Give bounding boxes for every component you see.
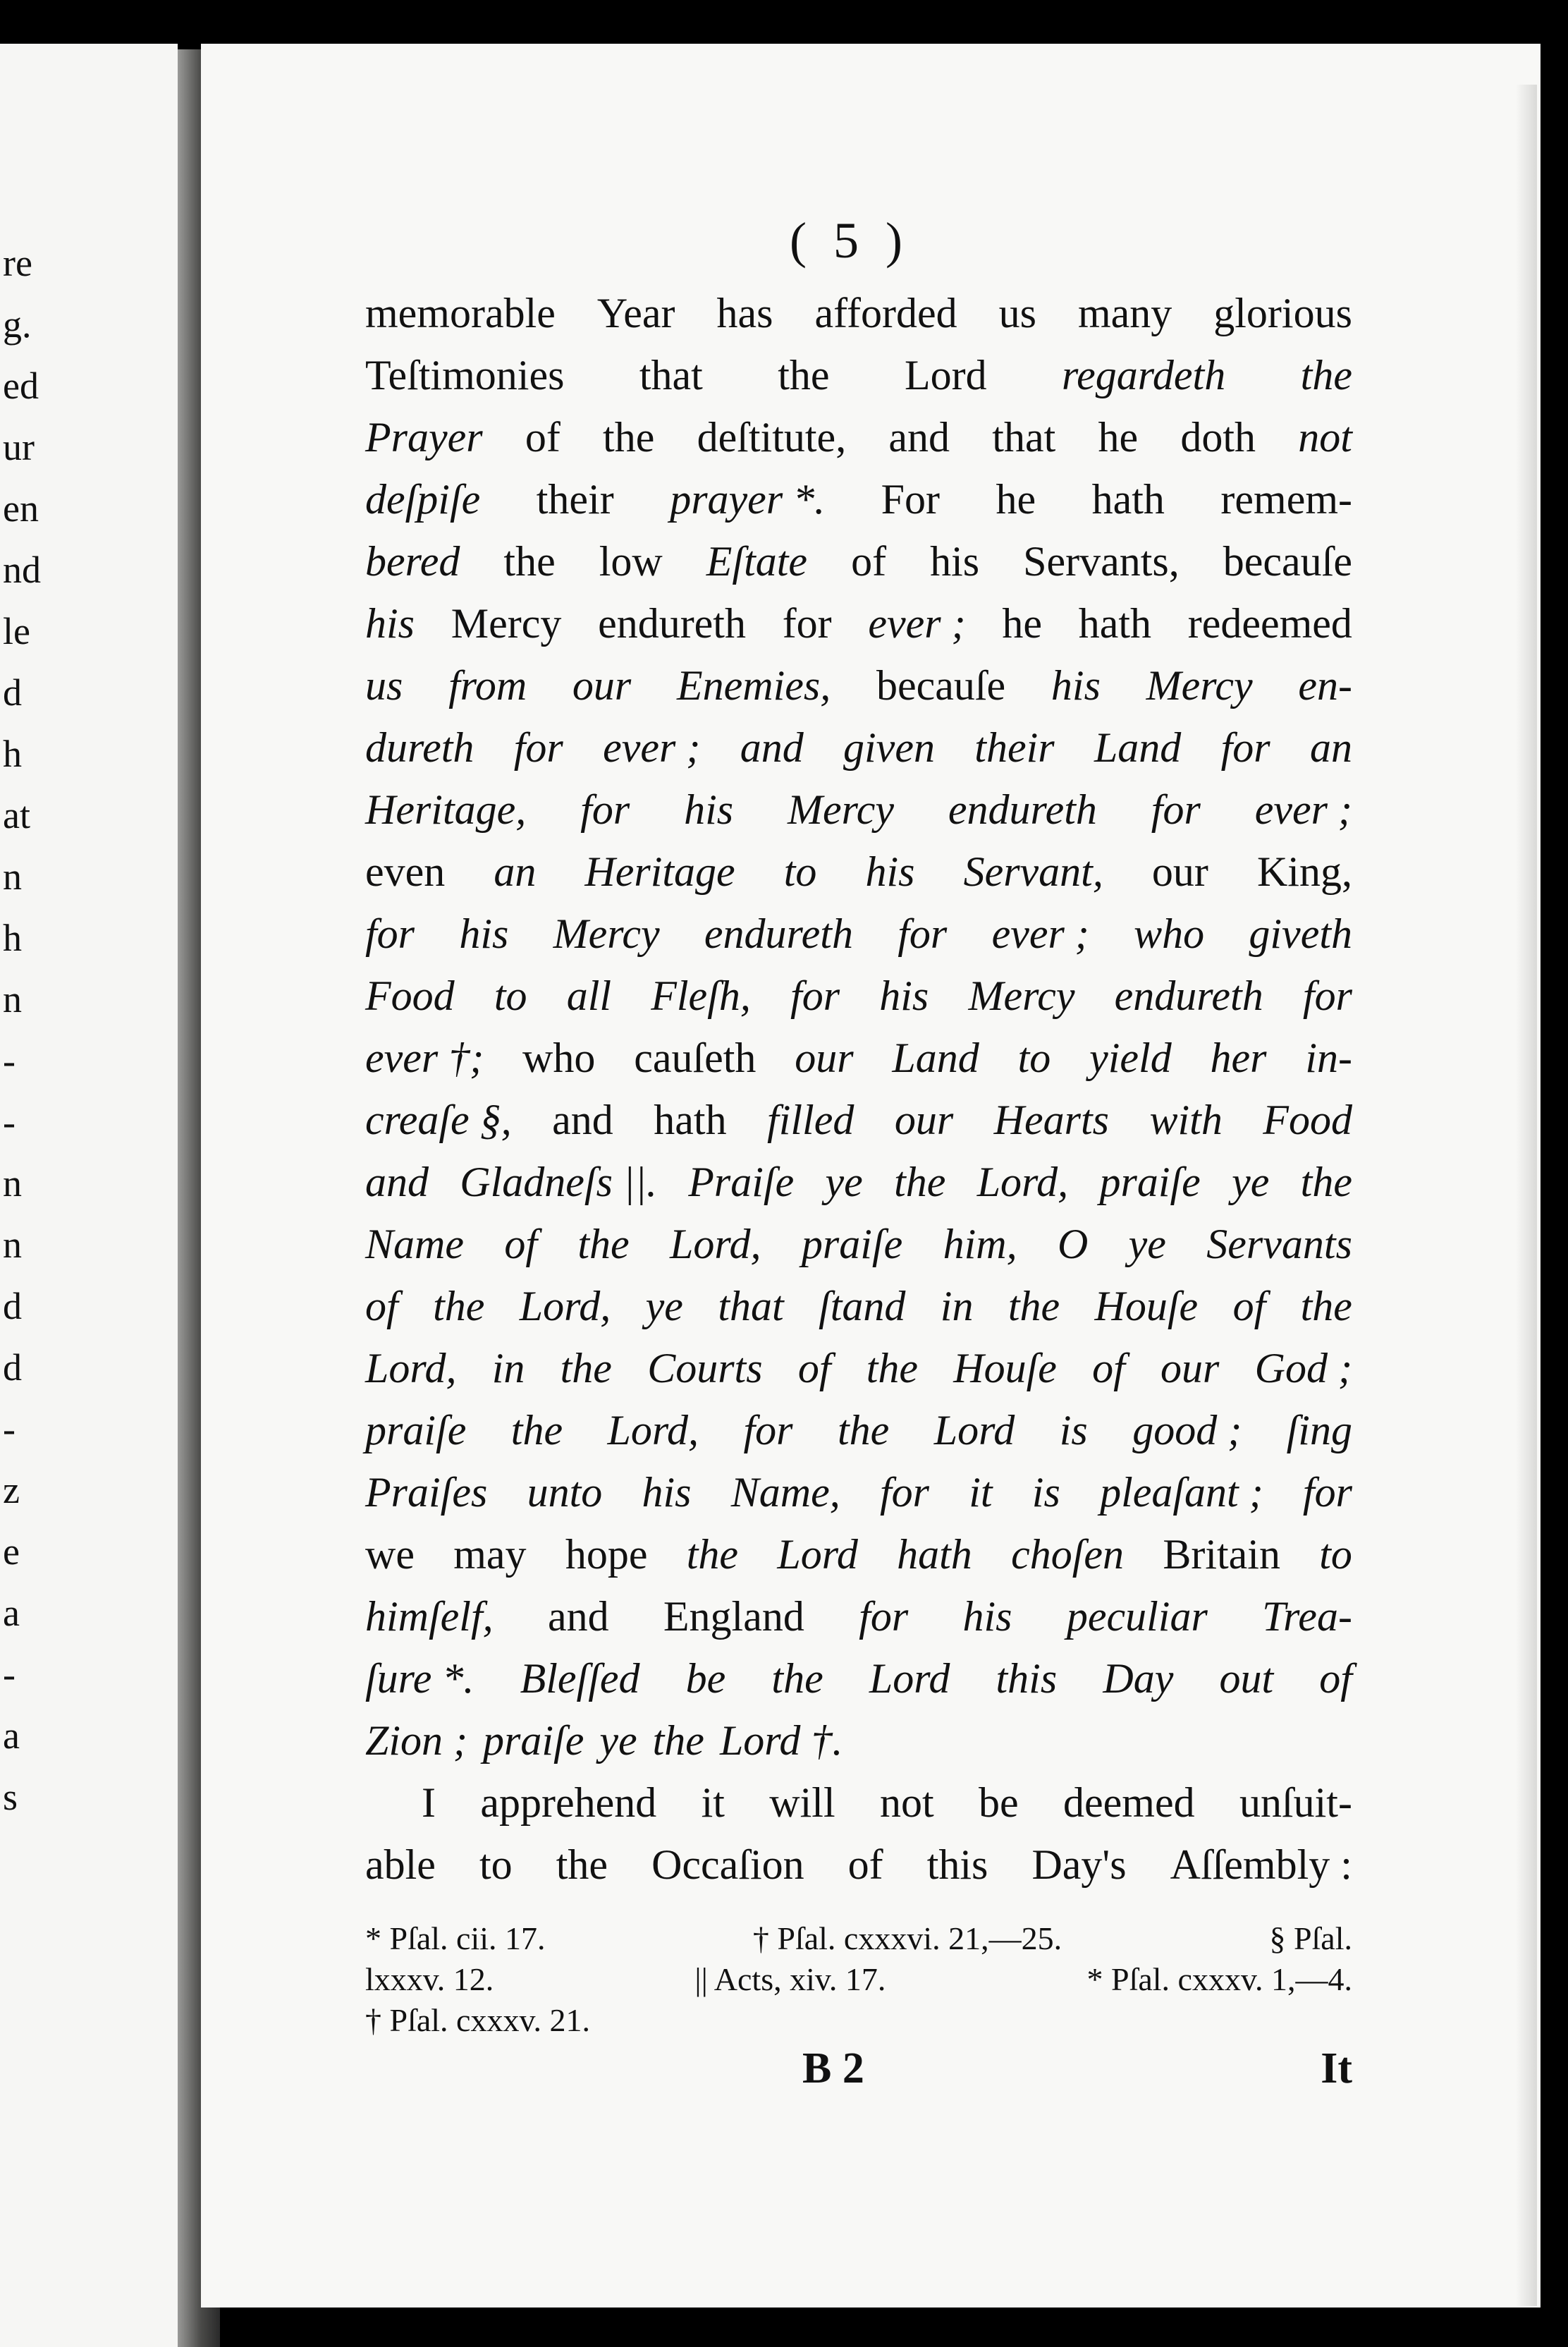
signature-mark: B 2 <box>802 2044 864 2092</box>
word: the <box>686 1531 739 1578</box>
footnote: || Acts, xiv. 17. <box>694 1961 886 1997</box>
word: that <box>992 414 1056 461</box>
word: Prayer <box>365 414 483 461</box>
word: hath <box>1091 476 1165 523</box>
word: prayer *. <box>670 476 826 523</box>
word: hath <box>654 1097 727 1143</box>
word: becauſe <box>1223 538 1352 585</box>
word: Lord <box>904 352 987 398</box>
text-line <box>365 1709 1352 1772</box>
word: an <box>1310 724 1352 771</box>
word: Houſe <box>1094 1283 1199 1329</box>
word: Mercy <box>787 786 894 833</box>
word: and <box>365 1159 429 1205</box>
word: their <box>536 476 614 523</box>
word: with <box>1149 1097 1223 1143</box>
footnotes <box>365 1918 1352 2041</box>
text-line <box>365 1585 1352 1647</box>
word: of <box>1092 1345 1125 1391</box>
word: and <box>552 1097 613 1143</box>
word: Heritage <box>584 848 735 895</box>
text-line <box>365 717 1352 779</box>
word: dureth <box>365 724 474 771</box>
word: to <box>1319 1531 1352 1578</box>
word: for <box>513 724 563 771</box>
word: memorable <box>365 290 556 336</box>
word: out <box>1219 1655 1274 1702</box>
word: King, <box>1256 848 1352 895</box>
word: Lord <box>869 1655 950 1702</box>
catchline <box>365 2044 1352 2100</box>
word: for <box>1220 724 1270 771</box>
fragment: d <box>3 1285 22 1327</box>
fragment <box>3 1889 45 1951</box>
fragment: - <box>3 1040 16 1082</box>
word: of <box>797 1345 831 1391</box>
word: bered <box>365 538 460 585</box>
word: for <box>782 600 832 647</box>
word: in- <box>1305 1035 1352 1081</box>
footnote-line <box>365 1918 1352 1959</box>
word: the <box>577 1221 630 1267</box>
word: his <box>930 538 980 585</box>
word: deſpiſe <box>365 476 481 523</box>
word: Land <box>892 1035 979 1081</box>
fragment: a <box>3 1592 20 1634</box>
word: of <box>851 538 887 585</box>
word: the <box>652 1717 704 1764</box>
word: this <box>926 1841 988 1888</box>
word: for <box>580 786 630 833</box>
word: Enemies, <box>677 662 831 709</box>
word: ſure *. <box>365 1655 474 1702</box>
fragment: en <box>3 487 39 530</box>
word: his <box>642 1469 692 1516</box>
word: his <box>684 786 734 833</box>
word: all <box>566 973 612 1019</box>
word: ever ; <box>991 910 1089 957</box>
text-line <box>365 1089 1352 1151</box>
word: to <box>494 973 527 1019</box>
word: the <box>1300 352 1352 398</box>
fragment: n <box>3 1162 22 1205</box>
word: ye <box>825 1159 863 1205</box>
word: good ; <box>1132 1407 1242 1453</box>
word: this <box>996 1655 1058 1702</box>
word: him, <box>943 1221 1017 1267</box>
fragment: ur <box>3 426 35 468</box>
footnote: † Pſal. cxxxvi. 21,—25. <box>752 1920 1062 1956</box>
word: he <box>996 476 1036 523</box>
word: remem- <box>1220 476 1352 523</box>
word: for <box>1302 973 1352 1019</box>
word: Land <box>1094 724 1182 771</box>
text-line <box>365 1213 1352 1275</box>
word: the <box>778 352 830 398</box>
word: Houſe <box>953 1345 1057 1391</box>
word: that <box>639 352 703 398</box>
word: of <box>365 1283 398 1329</box>
text-line <box>365 1027 1352 1089</box>
word: giveth <box>1249 910 1352 957</box>
word: Lord †. <box>719 1717 843 1764</box>
word: Servants <box>1206 1221 1352 1267</box>
fragment: s <box>3 1776 18 1818</box>
word: himſelf, <box>365 1593 494 1640</box>
word: Servant, <box>963 848 1103 895</box>
word: O <box>1057 1221 1089 1267</box>
body-text <box>365 282 1352 1896</box>
word: Gladneſs ||. <box>460 1159 657 1205</box>
word: the <box>556 1841 608 1888</box>
footnote: § Pſal. <box>1269 1920 1352 1956</box>
text-line <box>365 841 1352 903</box>
word: ye <box>599 1717 637 1764</box>
page-edge <box>1516 85 1537 2306</box>
word: he <box>1002 600 1042 647</box>
word: Lord, <box>519 1283 611 1329</box>
word: an <box>494 848 537 895</box>
word: we <box>365 1531 415 1578</box>
word: Aſſembly : <box>1170 1841 1352 1888</box>
word: Name, <box>730 1469 840 1516</box>
fragment: h <box>3 733 22 775</box>
word: of <box>504 1221 538 1267</box>
text-line <box>365 530 1352 592</box>
word: Teſtimonies <box>365 352 565 398</box>
word: Occaſion <box>651 1841 804 1888</box>
fragment: n <box>3 1224 22 1266</box>
word: filled <box>767 1097 855 1143</box>
word: is <box>1059 1407 1088 1453</box>
word: Lord, <box>365 1345 457 1391</box>
word: God ; <box>1254 1345 1352 1391</box>
word: our <box>894 1097 954 1143</box>
word: of <box>1232 1283 1266 1329</box>
word: to <box>783 848 817 895</box>
text-line <box>365 654 1352 717</box>
text-line <box>365 903 1352 965</box>
word: praiſe <box>365 1407 467 1453</box>
word: given <box>843 724 935 771</box>
word: is <box>1031 1469 1060 1516</box>
word: endureth <box>598 600 746 647</box>
word: Praiſe <box>688 1159 795 1205</box>
text-line <box>365 468 1352 530</box>
text-line <box>365 1337 1352 1399</box>
word: creaſe §, <box>365 1097 512 1143</box>
word: our <box>1151 848 1208 895</box>
word: Mercy <box>1146 662 1253 709</box>
fragment: a <box>3 1714 20 1757</box>
word: England <box>663 1593 804 1640</box>
fragment: re <box>3 242 32 284</box>
word: ye <box>645 1283 683 1329</box>
word: Fleſh, <box>651 973 751 1019</box>
word: ſing <box>1286 1407 1352 1453</box>
fragment: h <box>3 917 22 959</box>
word: be <box>685 1655 726 1702</box>
word: us <box>365 662 403 709</box>
word: his <box>459 910 509 957</box>
text-line <box>365 1772 1352 1834</box>
word: not <box>1298 414 1352 461</box>
fragment: d <box>3 671 22 714</box>
text-line <box>365 1523 1352 1585</box>
word: for <box>898 910 948 957</box>
word: to <box>479 1841 513 1888</box>
word: Lord <box>777 1531 858 1578</box>
word: us <box>998 290 1036 336</box>
word: to <box>1017 1035 1051 1081</box>
word: Year <box>596 290 675 336</box>
word: Eſtate <box>706 538 808 585</box>
text-line <box>365 1275 1352 1337</box>
word: of <box>1319 1655 1352 1702</box>
word: Zion ; <box>365 1717 468 1764</box>
text-line <box>365 1151 1352 1213</box>
fragment: - <box>3 1101 16 1143</box>
word: peculiar <box>1066 1593 1208 1640</box>
word: for <box>790 973 840 1019</box>
text-line <box>365 1834 1352 1896</box>
fragment: n <box>3 855 22 898</box>
word: Praiſes <box>365 1469 488 1516</box>
word: in <box>940 1283 974 1329</box>
word: choſen <box>1011 1531 1125 1578</box>
word: becauſe <box>876 662 1006 709</box>
fragment: e <box>3 1530 20 1573</box>
word: ever ; <box>1254 786 1352 833</box>
text-line <box>365 1399 1352 1461</box>
word: Britain <box>1163 1531 1280 1578</box>
word: their <box>974 724 1055 771</box>
word: Name <box>365 1221 464 1267</box>
word: the <box>503 538 556 585</box>
word: praiſe <box>1099 1159 1201 1205</box>
word: will <box>769 1779 835 1826</box>
text-line <box>365 406 1352 468</box>
word: Mercy <box>968 973 1075 1019</box>
word: Hearts <box>993 1097 1109 1143</box>
word: apprehend <box>480 1779 657 1826</box>
previous-page-line-fragments <box>0 233 45 1951</box>
fragment: ed <box>3 365 39 407</box>
fragment: at <box>3 794 30 836</box>
word: endureth <box>948 786 1097 833</box>
word: Courts <box>647 1345 763 1391</box>
word: ever ; <box>603 724 701 771</box>
word: Lord, <box>607 1407 699 1453</box>
word: our <box>572 662 632 709</box>
word: ye <box>1128 1221 1166 1267</box>
word: endureth <box>1114 973 1263 1019</box>
word: that <box>718 1283 784 1329</box>
fragment: le <box>3 610 30 652</box>
footnote-line <box>365 2000 1352 2041</box>
word: Food <box>1263 1097 1352 1143</box>
word: and <box>740 724 804 771</box>
word: for <box>743 1407 793 1453</box>
word: our <box>795 1035 854 1081</box>
fragment <box>3 1828 45 1889</box>
word: and <box>547 1593 609 1640</box>
word: For <box>881 476 941 523</box>
word: he <box>1098 414 1139 461</box>
word: not <box>879 1779 934 1826</box>
word: praiſe <box>801 1221 903 1267</box>
word: Day's <box>1031 1841 1127 1888</box>
word: Food <box>365 973 455 1019</box>
text-line <box>365 592 1352 654</box>
word: our <box>1160 1345 1220 1391</box>
word: it <box>969 1469 993 1516</box>
word: cauſeth <box>634 1035 757 1081</box>
fragment: g. <box>3 303 32 346</box>
text-line <box>365 344 1352 406</box>
word: who <box>522 1035 596 1081</box>
word: the <box>1007 1283 1060 1329</box>
word: for <box>1151 786 1201 833</box>
word: low <box>599 538 663 585</box>
word: unto <box>527 1469 603 1516</box>
word: the <box>771 1655 823 1702</box>
word: his <box>879 973 929 1019</box>
word: the <box>510 1407 563 1453</box>
fragment: z <box>3 1469 20 1511</box>
word: Mercy <box>451 600 562 647</box>
footnote: † Pſal. cxxxv. 21. <box>365 2002 590 2038</box>
word: I <box>422 1779 436 1826</box>
word: Servants, <box>1023 538 1180 585</box>
word: afforded <box>814 290 957 336</box>
word: the <box>894 1159 946 1205</box>
word: en- <box>1298 662 1352 709</box>
word: his <box>365 600 415 647</box>
text-line <box>365 1647 1352 1709</box>
word: able <box>365 1841 436 1888</box>
word: Heritage, <box>365 786 527 833</box>
word: ever †; <box>365 1035 484 1081</box>
footnote: * Pſal. cxxxv. 1,—4. <box>1086 1961 1352 1997</box>
page-number: ( 5 ) <box>790 212 909 269</box>
word: ever ; <box>868 600 966 647</box>
word: has <box>716 290 773 336</box>
word: Lord, <box>976 1159 1069 1205</box>
word: for <box>859 1593 909 1640</box>
word: be <box>979 1779 1019 1826</box>
word: may <box>453 1531 527 1578</box>
word: his <box>1051 662 1101 709</box>
word: hath <box>897 1531 972 1578</box>
text-line <box>365 965 1352 1027</box>
word: for <box>1302 1469 1352 1516</box>
word: the <box>1300 1159 1352 1205</box>
word: Bleſſed <box>520 1655 640 1702</box>
word: even <box>365 848 446 895</box>
word: many <box>1077 290 1172 336</box>
text-line <box>365 282 1352 344</box>
word: pleaſant ; <box>1100 1469 1263 1516</box>
word: it <box>701 1779 725 1826</box>
word: endureth <box>704 910 853 957</box>
word: Mercy <box>553 910 660 957</box>
word: yield <box>1089 1035 1172 1081</box>
text-line <box>365 779 1352 841</box>
word: glorious <box>1213 290 1352 336</box>
word: praiſe <box>483 1717 584 1764</box>
word: ye <box>1232 1159 1270 1205</box>
footnote: lxxxv. 12. <box>365 1961 494 1997</box>
fragment: - <box>3 1653 16 1695</box>
catchword: It <box>1321 2044 1352 2092</box>
word: who <box>1134 910 1205 957</box>
word: for <box>879 1469 929 1516</box>
word: the <box>433 1283 485 1329</box>
word: the <box>603 414 655 461</box>
word: and <box>888 414 950 461</box>
fragment: d <box>3 1346 22 1389</box>
word: the <box>1300 1283 1352 1329</box>
word: the <box>866 1345 919 1391</box>
word: regardeth <box>1062 352 1226 398</box>
word: her <box>1210 1035 1267 1081</box>
word: unſuit- <box>1239 1779 1352 1826</box>
text-line <box>365 1461 1352 1523</box>
word: doth <box>1180 414 1256 461</box>
word: of <box>847 1841 883 1888</box>
fragment: nd <box>3 549 41 591</box>
word: from <box>448 662 527 709</box>
fragment: - <box>3 1408 16 1450</box>
word: for <box>365 910 415 957</box>
word: ſtand <box>819 1283 906 1329</box>
word: his <box>962 1593 1012 1640</box>
word: deſtitute, <box>697 414 847 461</box>
word: the <box>837 1407 890 1453</box>
fragment: n <box>3 978 22 1020</box>
word: in <box>491 1345 525 1391</box>
word: the <box>560 1345 612 1391</box>
word: of <box>525 414 561 461</box>
word: redeemed <box>1187 600 1352 647</box>
word: Lord, <box>670 1221 761 1267</box>
footnote-line <box>365 1959 1352 2000</box>
word: Lord <box>933 1407 1015 1453</box>
word: deemed <box>1063 1779 1195 1826</box>
word: hath <box>1078 600 1152 647</box>
word: his <box>865 848 915 895</box>
word: Day <box>1103 1655 1174 1702</box>
footnote: * Pſal. cii. 17. <box>365 1920 546 1956</box>
word: hope <box>565 1531 648 1578</box>
word: Trea- <box>1262 1593 1352 1640</box>
